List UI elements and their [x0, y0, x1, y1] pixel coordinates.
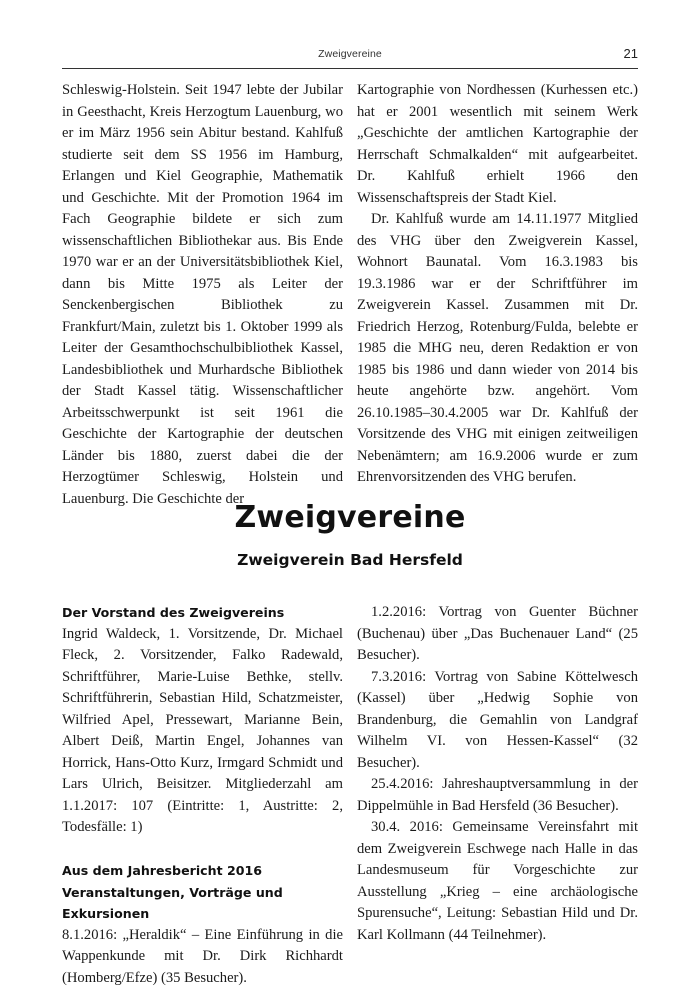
events-heading: Veranstaltungen, Vorträge und Exkursionen [62, 882, 343, 925]
board-members-text: Ingrid Waldeck, 1. Vorsitzende, Dr. Michael Fleck, 2. Vorsitzender, Falko Radewald, Schriftführer, Marie-Luise Bethke, stellv. Schriftführerin, Sebastian Hild, Schatzmeister, Wilfried Apel, Pressewart, Marianne Bein, Albert Deiß, Martin Engel, Johannes van Horrick, Hans-Otto Kurz, Irmgard Schmidt und Lars Ulrich, Beisitzer. Mitgliederzahl am 1.1.2017: 107 (Eintritte: 1, Austritte: 2, Todesfälle: 1) [62, 624, 343, 839]
event-entry: 25.4.2016: Jahreshauptversammlung in der Dippelmühle in Bad Hersfeld (36 Besucher). [357, 774, 638, 817]
running-head [62, 46, 638, 69]
page-number: 21 [624, 46, 638, 61]
section-subtitle: Zweigverein Bad Hersfeld [0, 551, 700, 569]
top-left-column [62, 80, 343, 510]
top-right-column [357, 80, 638, 489]
spacer [62, 839, 343, 861]
event-entry: 1.2.2016: Vortrag von Guenter Büchner (Buchenau) über „Das Buchenauer Land“ (25 Besucher). [357, 602, 638, 667]
event-entry: 7.3.2016: Vortrag von Sabine Köttelwesch (Kassel) über „Hedwig Sophie von Brandenburg, die Gemahlin von Landgraf Wilhelm VI. von Hessen-Kassel“ (32 Besucher). [357, 667, 638, 775]
event-entry: 8.1.2016: „Heraldik“ – Eine Einführung in die Wappenkunde mit Dr. Dirk Richhardt (Homberg/Efze) (35 Besucher). [62, 925, 343, 989]
board-heading: Der Vorstand des Zweigvereins [62, 602, 343, 624]
bottom-right-column [357, 602, 638, 946]
biography-paragraph-continued: Kartographie von Nordhessen (Kurhessen etc.) hat er 2001 wesentlich mit seinem Werk „Geschichte der amtlichen Kartographie der Herrschaft Schmalkalden“ mit aufgearbeitet. Dr. Kahlfuß erhielt 1966 den Wissenschaftspreis der Stadt Kiel. [357, 80, 638, 209]
running-head-title: Zweigvereine [62, 48, 638, 60]
biography-paragraph: Schleswig-Holstein. Seit 1947 lebte der Jubilar in Geesthacht, Kreis Herzogtum Lauenburg, wo er im März 1956 sein Abitur bestand. Kahlfuß studierte seit dem SS 1956 im Hamburg, Erlangen und Kiel Geographie, Mathematik und Geschichte. Mit der Promotion 1964 im Fach Geographie bildete er sich zum wissenschaftlichen Bibliothekar aus. Bis Ende 1970 war er an der Universitätsbibliothek Kiel, dann bis Mitte 1975 als Leiter der Senckenbergischen Bibliothek zu Frankfurt/Main, zuletzt bis 1. Oktober 1999 als Leiter der Gesamthochschulbibliothek Kassel, Landesbibliothek und Murhardsche Bibliothek der Stadt Kassel tätig. Wissenschaftlicher Arbeitsschwerpunkt ist seit 1961 die Geschichte der Kartographie der deutschen Länder bis 1880, zuerst dabei die der Herzogtümer Schleswig, Holstein und Lauenburg. Die Geschichte der [62, 80, 343, 510]
membership-paragraph: Dr. Kahlfuß wurde am 14.11.1977 Mitglied des VHG über den Zweigverein Kassel, Wohnort Baunatal. Vom 16.3.1983 bis 19.3.1986 war er der Schriftführer im Zweigverein Kassel. Zusammen mit Dr. Friedrich Herzog, Rotenburg/Fulda, belebte er 1985 die MHG neu, deren Redaktion er von 1985 bis 1986 und dann wieder von 2014 bis heute angehörte bzw. angehört. Vom 26.10.1985–30.4.2005 war Dr. Kahlfuß der Vorsitzende des VHG mit einigen zeitweiligen Nebenämtern; am 16.9.2006 wurde er zum Ehrenvorsitzenden des VHG berufen. [357, 209, 638, 489]
section-title: Zweigvereine [0, 500, 700, 535]
event-entry: 30.4. 2016: Gemeinsame Vereinsfahrt mit dem Zweigverein Eschwege nach Halle in das Landesmuseum für Vorgeschichte zur Ausstellung „Krieg – eine archäologische Spurensuche“, Leitung: Sebastian Hild und Dr. Karl Kollmann (44 Teilnehmer). [357, 817, 638, 946]
report-heading: Aus dem Jahresbericht 2016 [62, 860, 343, 882]
bottom-left-column [62, 602, 343, 989]
